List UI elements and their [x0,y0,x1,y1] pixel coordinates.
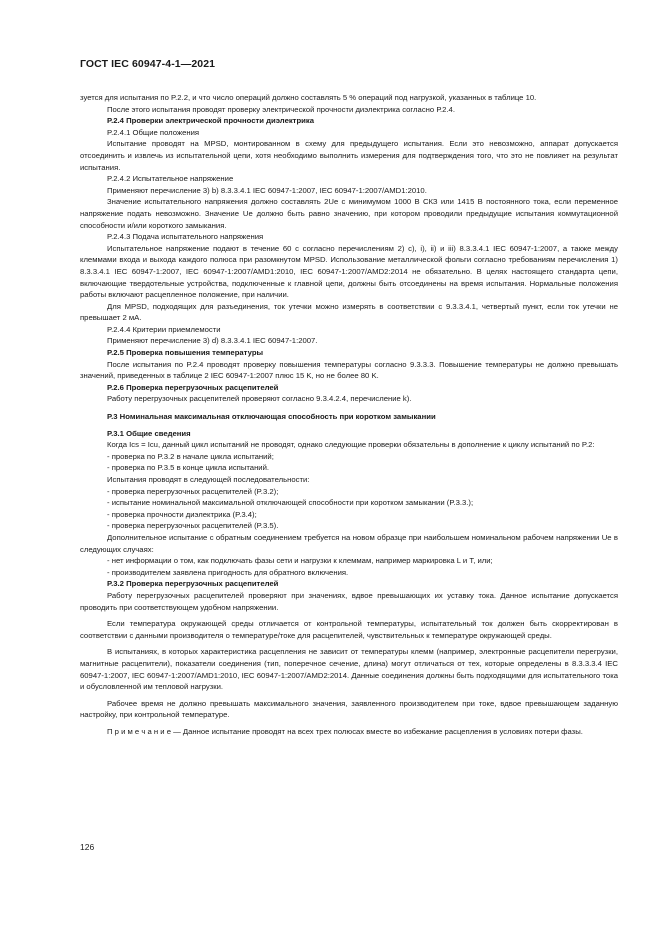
standard-header-title: ГОСТ IEC 60947-4-1—2021 [80,58,216,70]
paragraph: Применяют перечисление 3) b) 8.3.3.4.1 IEC 60947-1:2007, IEC 60947-1:2007/AMD1:2010. [107,185,427,195]
paragraph: Если температура окружающей среды отличается от контрольной температуры, испытательный ток должен быть скорректирован в соответствии с данными производителя о температуре/токе для расцепителей, чувствительных к температуре окружающей среды. [80,619,618,640]
paragraph: зуется для испытания по P.2.2, и что число операций должно составлять 5 % операций под нагрузкой, указанных в таблице 10. [80,93,537,102]
section-heading: P.2.4 Проверки электрической прочности диэлектрика [107,116,314,126]
list-item: - испытание номинальной максимальной отключающей способности при коротком замыкании (P.3.3.); [107,498,474,508]
paragraph: Испытания проводят в следующей последовательности: [107,475,310,484]
paragraph: Применяют перечисление 3) d) 8.3.3.4.1 IEC 60947-1:2007. [107,336,318,346]
paragraph: Рабочее время не должно превышать максимального значения, заявленного производителем при токе, вдвое превышающем заданную настройку, при контрольной температуре. [80,698,618,720]
list-item: - производителем заявлена пригодность для обратного включения. [107,567,349,577]
list-item: - проверка по P.3.2 в начале цикла испытаний; [107,451,274,461]
paragraph: Работу перегрузочных расцепителей проверяют согласно 9.3.4.2.4, перечисление k). [107,394,412,404]
paragraph: Для MPSD, подходящих для разъединения, ток утечки можно измерять в соответствии с 9.3.3.4.1, четвертый пункт, если ток утечки не превышает 2 мА. [80,301,618,323]
list-item: - проверка по P.3.5 в конце цикла испытаний. [107,463,270,473]
subsection-heading: P.2.4.3 Подача испытательного напряжения [107,232,264,242]
subsection-heading: P.2.4.4 Критерии приемлемости [107,324,221,334]
section-heading: P.2.5 Проверка повышения температуры [107,348,264,358]
section-heading: P.3.2 Проверка перегрузочных расцепителей [107,579,279,589]
paragraph: Когда Ics = Icu, данный цикл испытаний не проводят, однако следующие проверки обязательны в дополнение к циклу испытаний по P.2: [107,440,595,450]
document-body [80,92,618,737]
list-item: - проверка прочности диэлектрика (P.3.4); [107,509,257,519]
section-heading: P.3.1 Общие сведения [107,428,191,438]
paragraph: В испытаниях, в которых характеристика расцепления не зависит от температуры клемм (например, электронные расцепители перегрузки, магнитные расцепители), показатели соединения (тип, поперечное сечение, длина) могут отличаться от тех, которые определены в 8.3.3.3.4 IEC 60947-1:2007, IEC 60947-1:2007/AMD1:2010, IEC 60947-1:2007/AMD2:2014. Данные соединения должны быть подходящими для испытательного тока и обусловленной им тепловой нагрузки. [80,647,618,692]
chapter-heading: P.3 Номинальная максимальная отключающая способность при коротком замыкании [107,412,436,422]
paragraph: Испытание проводят на MPSD, монтированном в схему для предыдущего испытания. Если это невозможно, аппарат допускается отсоединить и извлечь из испытательной цепи, хотя необходимо выполнить измерения для подтверждения того, что это не повлияет на результат испытания. [80,139,618,172]
paragraph: Значение испытательного напряжения должно составлять 2Ue с минимумом 1000 В СКЗ или 1415 В постоянного тока, если переменное напряжение подать невозможно. Значение Ue должно быть равно значению, при котором проводили предыдущие испытания коммутационной способности и/или короткого замыкания. [80,197,618,230]
page-number: 126 [80,842,95,852]
subsection-heading: P.2.4.1 Общие положения [107,127,200,137]
paragraph: После испытания по P.2.4 проводят проверку повышения температуры согласно 9.3.3.3. Повышение температуры не должно превышать значений, приведенных в таблице 2 IEC 60947-1:2007 плюс 15 K, но не более 80 K. [80,359,618,381]
list-item: - проверка перегрузочных расцепителей (P.3.5). [107,521,279,531]
list-item: - нет информации о том, как подключать фазы сети и нагрузки к клеммам, например маркировка L и T, или; [107,556,493,566]
note-paragraph: П р и м е ч а н и е — Данное испытание проводят на всех трех полюсах вместе во избежание расцепления в условиях потери фазы. [107,726,583,736]
paragraph: Испытательное напряжение подают в течение 60 с согласно перечислениям 2) c), i), ii) и iii) 8.3.3.4.1 IEC 60947-1:2007, а также между клеммами входа и выхода каждого полюса при разомкнутом MPSD. Использование металлической фольги согласно требованиям перечисления 1) 8.3.3.4.1 IEC 60947-1:2007, IEC 60947-1:2007/AMD1:2010, IEC 60947-1:2007/AMD2:2014 не обязательно. В целях настоящего стандарта цепи, включающие твердотельные устройства, подключенные к главной цепи, должны быть отсоединены на время испытания. Нормальные положения работы включают расцепленное положение, при наличии. [80,243,618,300]
section-heading: P.2.6 Проверка перегрузочных расцепителей [107,382,279,392]
paragraph: После этого испытания проводят проверку электрической прочности диэлектрика согласно Р.2.4. [107,104,455,114]
paragraph: Дополнительное испытание с обратным соединением требуется на новом образце при наибольшем номинальном рабочем напряжении Ue в следующих случаях: [80,532,618,554]
paragraph: Работу перегрузочных расцепителей проверяют при значениях, вдвое превышающих их уставку тока. Данное испытание допускается проводить при соответствующем удобном напряжении. [80,590,618,612]
list-item: - проверка перегрузочных расцепителей (P.3.2); [107,486,279,496]
subsection-heading: P.2.4.2 Испытательное напряжение [107,174,234,184]
